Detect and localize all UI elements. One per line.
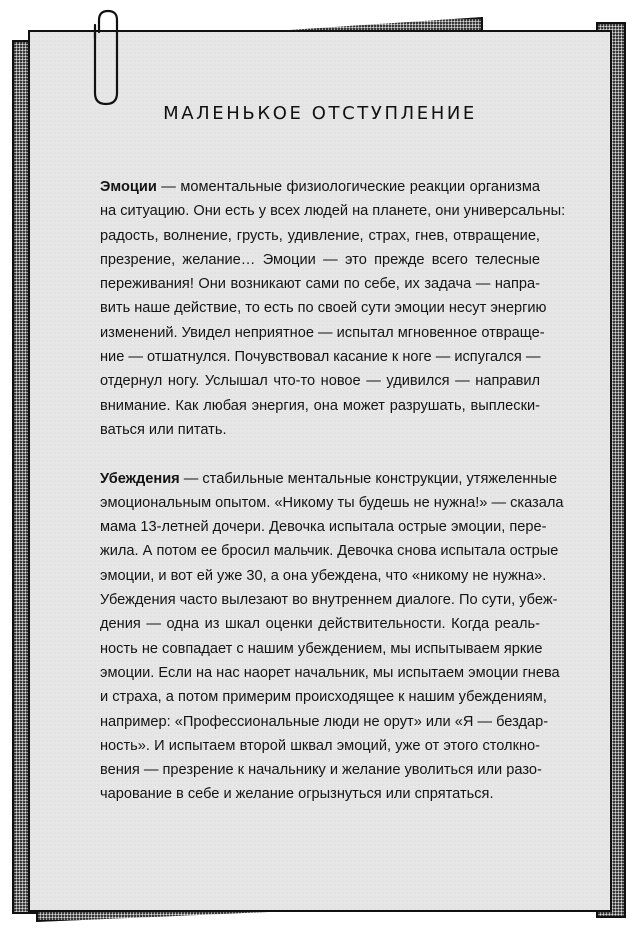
text-line: на ситуацию. Они есть у всех людей на планете, они универсальны: [100, 203, 566, 220]
text-line: чарование в себе и желание огрызнуться или спрятаться. [100, 786, 494, 803]
text-line: переживания! Они возникают сами по себе, их задача — напра- [100, 276, 540, 293]
text-line: ваться или питать. [100, 421, 227, 438]
term-emotions: Эмоции [100, 179, 157, 195]
text-line: вить наше действие, то есть по своей сути эмоции несут энергию [100, 300, 547, 317]
text-line: вения — презрение к начальнику и желание уволиться или разо- [100, 762, 542, 779]
text-line: презрение, желание… Эмоции — это прежде всего телесные [100, 251, 540, 268]
text-line: Убеждения часто вылезают во внутреннем диалоге. По сути, убеж- [100, 592, 558, 609]
text-line: Убеждения — стабильные ментальные конструкции, утяжеленные [100, 470, 558, 487]
term-beliefs: Убеждения [100, 470, 180, 487]
text-line: ность». И испытаем второй шквал эмоций, уже от этого столкно- [100, 737, 540, 754]
document-body [100, 175, 566, 831]
paperclip-icon [90, 8, 124, 108]
text-line: дения — одна из шкал оценки действительности. Когда реаль- [100, 616, 540, 633]
text-line: ность не совпадает с нашим убеждением, мы испытываем яркие [100, 640, 543, 657]
text-line: например: «Профессиональные люди не орут» или «Я — бездар- [100, 713, 549, 730]
text-line: отдернул ногу. Услышал что-то новое — удивился — направил [100, 373, 540, 390]
text-line: внимание. Как любая энергия, она может разрушать, выплески- [100, 397, 540, 414]
paragraph-emotions [100, 175, 566, 442]
text-line: ние — отшатнулся. Почувствовал касание к ноге — испугался — [100, 349, 541, 366]
text-line: и страха, а потом примерим происходящее к нашим убеждениям, [100, 689, 547, 706]
text-line: эмоции, и вот ей уже 30, а она убеждена, что «никому не нужна». [100, 567, 547, 584]
text-line: изменений. Увидел неприятное — испытал мгновенное отвраще- [100, 324, 545, 341]
text-line: Эмоции — моментальные физиологические реакции организма [100, 179, 540, 195]
page-title: МАЛЕНЬКОЕ ОТСТУПЛЕНИЕ [163, 103, 477, 124]
text-line: эмоциональным опытом. «Никому ты будешь не нужна!» — сказала [100, 494, 564, 511]
text-line: жила. А потом ее бросил мальчик. Девочка снова испытала острые [100, 543, 559, 560]
text-line: мама 13-летней дочери. Девочка испытала острые эмоции, пере- [100, 519, 547, 536]
text-line: радость, волнение, грусть, удивление, страх, гнев, отвращение, [100, 227, 540, 244]
text-line: эмоции. Если на нас наорет начальник, мы испытаем эмоции гнева [100, 664, 560, 681]
paragraph-beliefs [100, 467, 564, 807]
